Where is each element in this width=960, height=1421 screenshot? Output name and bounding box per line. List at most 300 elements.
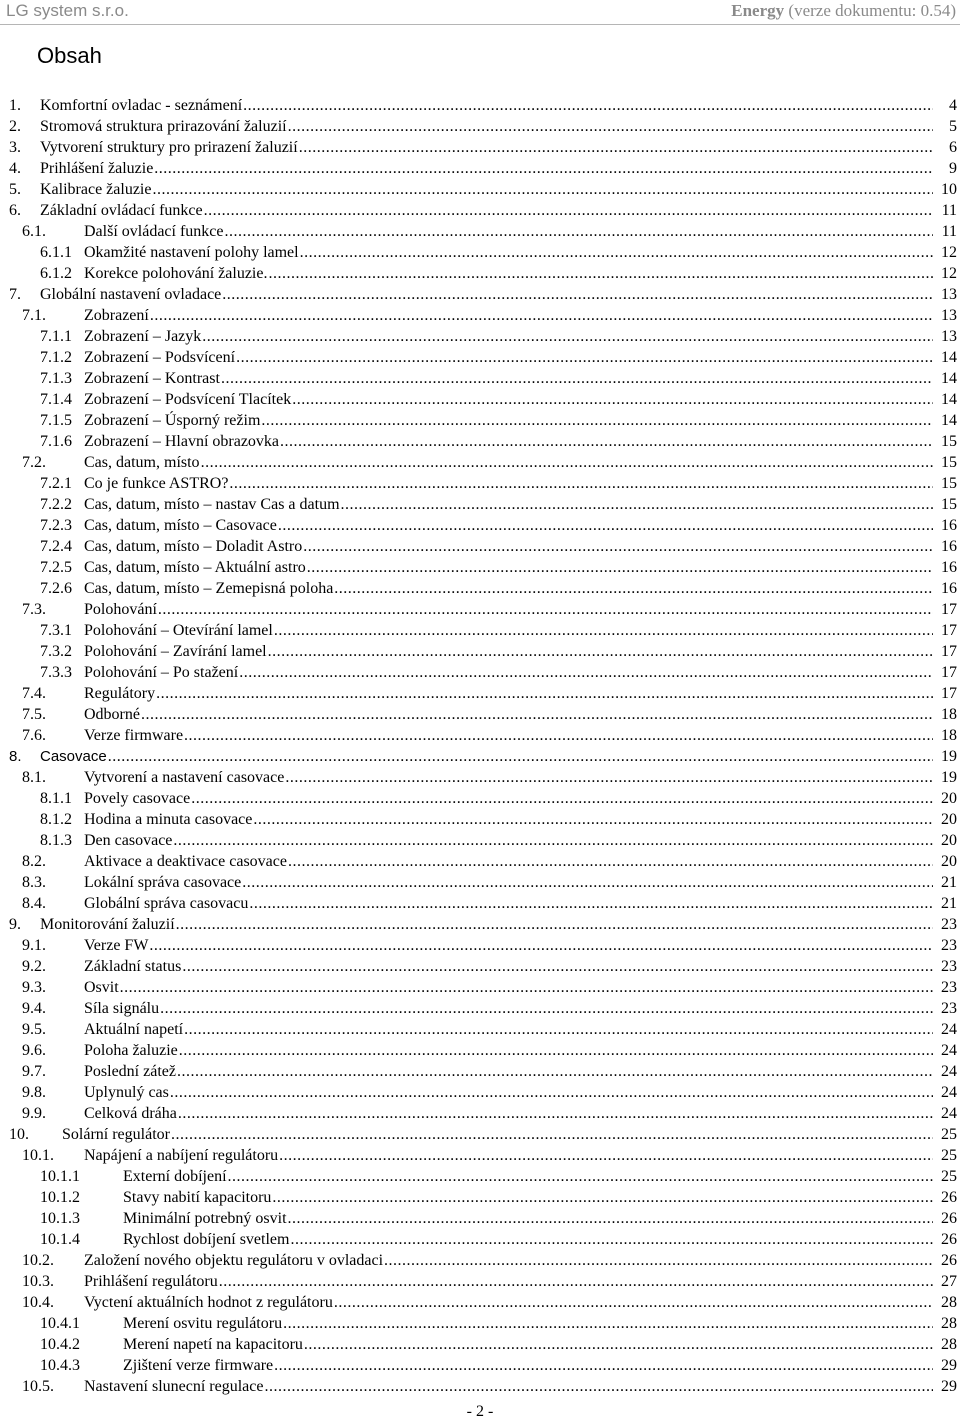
toc-entry-number: 10.4.3	[40, 1357, 80, 1374]
toc-entry-line	[123, 1166, 957, 1187]
toc-entry-title[interactable]: Aktuální napetí	[84, 1021, 184, 1038]
toc-entry-title[interactable]: Odborné	[84, 706, 140, 723]
toc-entry-line	[84, 494, 957, 515]
toc-entry-page: 23	[941, 937, 957, 954]
toc-entry-page: 5	[949, 118, 957, 135]
toc-leader-dots	[229, 473, 933, 494]
toc-entry[interactable]	[0, 1271, 960, 1292]
toc-entry[interactable]	[0, 851, 960, 872]
toc-entry-page: 15	[941, 475, 957, 492]
toc-entry-number: 7.	[9, 286, 21, 303]
toc-entry-page: 25	[941, 1126, 957, 1143]
toc-entry[interactable]	[0, 1229, 960, 1250]
toc-entry-number: 10.3.	[22, 1273, 54, 1290]
toc-entry-title[interactable]: Poslední zátež	[84, 1063, 176, 1080]
toc-entry-title[interactable]: Okamžité nastavení polohy lamel	[84, 244, 299, 261]
toc-entry[interactable]	[0, 914, 960, 935]
toc-leader-dots	[304, 1334, 933, 1355]
table-of-contents	[0, 95, 960, 1397]
toc-leader-dots	[242, 872, 933, 893]
toc-entry-page: 24	[941, 1042, 957, 1059]
toc-entry-number: 7.1.	[22, 307, 46, 324]
toc-entry-number: 7.3.1	[40, 622, 72, 639]
toc-entry-number: 7.5.	[22, 706, 46, 723]
toc-entry-line	[84, 389, 957, 410]
toc-entry-title[interactable]: Merení napetí na kapacitoru	[123, 1336, 303, 1353]
toc-leader-dots	[288, 116, 933, 137]
toc-leader-dots	[156, 683, 933, 704]
toc-entry-title[interactable]: Minimální potrebný osvit	[123, 1210, 287, 1227]
toc-entry[interactable]	[0, 893, 960, 914]
toc-entry-line	[84, 263, 957, 284]
toc-entry-number: 8.2.	[22, 853, 46, 870]
toc-entry-number: 7.2.6	[40, 580, 72, 597]
toc-entry-number: 9.5.	[22, 1021, 46, 1038]
toc-entry-page: 17	[941, 664, 957, 681]
toc-entry-number: 10.4.2	[40, 1336, 80, 1353]
toc-leader-dots	[176, 914, 933, 935]
toc-entry[interactable]	[0, 1334, 960, 1355]
toc-entry-number: 8.1.3	[40, 832, 72, 849]
toc-entry-title[interactable]: Polohování	[84, 601, 157, 618]
toc-entry-number: 10.4.1	[40, 1315, 80, 1332]
toc-entry-line	[84, 1250, 957, 1271]
toc-entry-page: 21	[941, 874, 957, 891]
toc-entry-page: 19	[941, 769, 957, 786]
toc-entry-line	[40, 137, 957, 158]
toc-entry-page: 26	[941, 1210, 957, 1227]
toc-entry-number: 3.	[9, 139, 21, 156]
toc-entry-number: 9.8.	[22, 1084, 46, 1101]
toc-entry-title[interactable]: Povely casovace	[84, 790, 191, 807]
toc-entry[interactable]	[0, 431, 960, 452]
toc-entry-number: 10.1.	[22, 1147, 54, 1164]
toc-leader-dots	[173, 830, 933, 851]
toc-leader-dots	[141, 704, 933, 725]
toc-entry-line	[84, 809, 957, 830]
toc-entry[interactable]	[0, 1187, 960, 1208]
toc-entry-number: 8.1.	[22, 769, 46, 786]
toc-entry-line	[84, 851, 957, 872]
toc-entry-title[interactable]: Zobrazení – Hlavní obrazovka	[84, 433, 280, 450]
toc-entry-page: 14	[941, 412, 957, 429]
toc-entry-page: 20	[941, 853, 957, 870]
toc-entry[interactable]	[0, 368, 960, 389]
toc-entry-line	[84, 935, 957, 956]
toc-entry-page: 26	[941, 1252, 957, 1269]
toc-entry-number: 6.1.2	[40, 265, 72, 282]
toc-leader-dots	[272, 1187, 933, 1208]
toc-leader-dots	[300, 242, 933, 263]
toc-entry[interactable]	[0, 599, 960, 620]
toc-entry-title[interactable]: Polohování – Otevírání lamel	[84, 622, 273, 639]
toc-entry-page: 23	[941, 958, 957, 975]
toc-entry-title[interactable]: Zobrazení – Úsporný režim	[84, 412, 261, 429]
toc-leader-dots	[158, 599, 933, 620]
toc-entry-line	[84, 242, 957, 263]
toc-entry-title[interactable]: Zobrazení – Kontrast	[84, 370, 220, 387]
toc-entry-title[interactable]: Vyctení aktuálních hodnot z regulátoru	[84, 1294, 333, 1311]
toc-entry-line	[84, 1103, 957, 1124]
toc-entry-number: 8.	[9, 748, 22, 765]
toc-leader-dots	[149, 935, 933, 956]
toc-entry-number: 7.1.4	[40, 391, 72, 408]
toc-entry-title[interactable]: Verze firmware	[84, 727, 184, 744]
toc-leader-dots	[204, 200, 933, 221]
toc-leader-dots	[170, 1082, 933, 1103]
toc-leader-dots	[253, 809, 933, 830]
toc-entry-number: 7.2.1	[40, 475, 72, 492]
toc-entry-title[interactable]: Lokální správa casovace	[84, 874, 242, 891]
toc-entry-line	[40, 746, 957, 767]
toc-entry[interactable]	[0, 284, 960, 305]
toc-entry[interactable]	[0, 116, 960, 137]
toc-entry-title[interactable]: Zobrazení – Podsvícení	[84, 349, 236, 366]
toc-entry[interactable]	[0, 326, 960, 347]
toc-entry[interactable]	[0, 725, 960, 746]
toc-entry-page: 20	[941, 790, 957, 807]
toc-entry-line	[84, 1271, 957, 1292]
toc-entry-number: 6.1.	[22, 223, 46, 240]
toc-entry-title[interactable]: Cas, datum, místo – nastav Cas a datum	[84, 496, 340, 513]
toc-entry-title[interactable]: Síla signálu	[84, 1000, 160, 1017]
toc-entry-title[interactable]: Globální nastavení ovladace	[40, 286, 222, 303]
toc-entry-number: 7.2.	[22, 454, 46, 471]
toc-entry-page: 24	[941, 1084, 957, 1101]
toc-entry-line	[84, 683, 957, 704]
toc-entry-line	[40, 116, 957, 137]
toc-entry-number: 7.1.1	[40, 328, 72, 345]
toc-entry-title[interactable]: Polohování – Zavírání lamel	[84, 643, 267, 660]
toc-entry-number: 5.	[9, 181, 21, 198]
toc-entry-line	[40, 284, 957, 305]
toc-entry-title[interactable]: Cas, datum, místo – Aktuální astro	[84, 559, 306, 576]
toc-entry-line	[123, 1208, 957, 1229]
toc-entry-line	[84, 599, 957, 620]
toc-entry-title[interactable]: Komfortní ovladac - seznámení	[40, 97, 243, 114]
toc-entry[interactable]	[0, 578, 960, 599]
toc-entry-page: 17	[941, 643, 957, 660]
toc-entry-title[interactable]: Základní ovládací funkce	[40, 202, 203, 219]
toc-entry-number: 7.2.4	[40, 538, 72, 555]
toc-leader-dots	[290, 1229, 933, 1250]
toc-entry[interactable]	[0, 1145, 960, 1166]
toc-entry[interactable]	[0, 977, 960, 998]
toc-entry-title[interactable]: Napájení a nabíjení regulátoru	[84, 1147, 279, 1164]
toc-entry-page: 9	[949, 160, 957, 177]
toc-entry-line	[84, 956, 957, 977]
toc-entry-title[interactable]: Cas, datum, místo	[84, 454, 200, 471]
toc-entry-number: 10.1.2	[40, 1189, 80, 1206]
toc-entry-number: 2.	[9, 118, 21, 135]
toc-entry-number: 9.6.	[22, 1042, 46, 1059]
toc-entry-title[interactable]: Hodina a minuta casovace	[84, 811, 253, 828]
toc-entry-title[interactable]: Den casovace	[84, 832, 173, 849]
toc-leader-dots	[292, 389, 933, 410]
toc-entry-title[interactable]: Vytvorení struktury pro prirazení žaluzií	[40, 139, 298, 156]
toc-leader-dots	[243, 95, 933, 116]
toc-entry-number: 6.1.1	[40, 244, 72, 261]
toc-leader-dots	[334, 1292, 933, 1313]
toc-leader-dots	[278, 515, 933, 536]
toc-entry-title[interactable]: Solární regulátor	[62, 1126, 170, 1143]
toc-entry[interactable]	[0, 221, 960, 242]
toc-entry[interactable]	[0, 662, 960, 683]
toc-entry-title[interactable]: Nastavení slunecní regulace	[84, 1378, 264, 1395]
toc-entry-page: 13	[941, 328, 957, 345]
toc-entry-title[interactable]: Cas, datum, místo – Doladit Astro	[84, 538, 303, 555]
toc-entry-page: 18	[941, 727, 957, 744]
toc-entry-line	[84, 1040, 957, 1061]
toc-entry-line	[84, 1082, 957, 1103]
toc-entry-page: 15	[941, 433, 957, 450]
toc-entry[interactable]	[0, 1250, 960, 1271]
toc-entry-page: 23	[941, 916, 957, 933]
toc-entry-line	[84, 704, 957, 725]
toc-entry[interactable]	[0, 767, 960, 788]
toc-entry-line	[84, 326, 957, 347]
toc-entry-number: 9.3.	[22, 979, 46, 996]
toc-entry-page: 24	[941, 1105, 957, 1122]
toc-entry-line	[123, 1334, 957, 1355]
toc-entry-title[interactable]: Zjištení verze firmware	[123, 1357, 274, 1374]
toc-entry-line	[123, 1313, 957, 1334]
toc-entry-title[interactable]: Globální správa casovacu	[84, 895, 249, 912]
toc-entry-title[interactable]: Osvit	[84, 979, 119, 996]
toc-entry-page: 29	[941, 1357, 957, 1374]
toc-leader-dots	[202, 326, 933, 347]
toc-entry-page: 14	[941, 349, 957, 366]
toc-entry-line	[84, 725, 957, 746]
toc-entry[interactable]	[0, 347, 960, 368]
toc-entry[interactable]	[0, 956, 960, 977]
toc-entry-number: 9.	[9, 916, 21, 933]
toc-entry-page: 12	[941, 265, 957, 282]
toc-entry-line	[40, 200, 957, 221]
toc-entry-page: 11	[941, 202, 957, 219]
toc-entry-number: 10.1.1	[40, 1168, 80, 1185]
toc-entry[interactable]	[0, 137, 960, 158]
toc-entry[interactable]	[0, 1292, 960, 1313]
toc-leader-dots	[221, 368, 933, 389]
toc-entry-page: 16	[941, 559, 957, 576]
toc-entry-title[interactable]: Externí dobíjení	[123, 1168, 227, 1185]
toc-entry-line	[84, 1145, 957, 1166]
toc-entry[interactable]	[0, 998, 960, 1019]
toc-leader-dots	[384, 1250, 933, 1271]
toc-leader-dots	[264, 1376, 933, 1397]
toc-entry-page: 21	[941, 895, 957, 912]
toc-leader-dots	[283, 1313, 933, 1334]
toc-leader-dots	[160, 998, 933, 1019]
toc-entry-title[interactable]: Cas, datum, místo – Zemepisná poloha	[84, 580, 334, 597]
toc-entry-title[interactable]: Základní status	[84, 958, 182, 975]
toc-entry-title[interactable]: Prihlášení žaluzie	[40, 160, 154, 177]
toc-entry-number: 9.2.	[22, 958, 46, 975]
toc-entry-line	[40, 158, 957, 179]
toc-entry[interactable]	[0, 305, 960, 326]
toc-entry-title[interactable]: Polohování – Po stažení	[84, 664, 239, 681]
toc-entry[interactable]	[0, 158, 960, 179]
toc-entry-line	[84, 347, 957, 368]
toc-entry-page: 28	[941, 1315, 957, 1332]
toc-entry[interactable]	[0, 410, 960, 431]
toc-entry-title[interactable]: Verze FW	[84, 937, 149, 954]
toc-leader-dots	[108, 746, 933, 767]
toc-entry-number: 8.3.	[22, 874, 46, 891]
toc-entry[interactable]	[0, 1061, 960, 1082]
toc-entry-page: 24	[941, 1021, 957, 1038]
toc-entry-title[interactable]: Rychlost dobíjení svetlem	[123, 1231, 290, 1248]
toc-entry[interactable]	[0, 263, 960, 284]
toc-entry-title[interactable]: Korekce polohování žaluzie.	[84, 265, 268, 282]
toc-entry[interactable]	[0, 95, 960, 116]
toc-entry-title[interactable]: Monitorování žaluzií	[40, 916, 175, 933]
toc-entry-number: 7.1.6	[40, 433, 72, 450]
toc-leader-dots	[219, 1271, 933, 1292]
toc-entry-page: 14	[941, 391, 957, 408]
toc-entry-title[interactable]: Aktivace a deaktivace casovace	[84, 853, 287, 870]
toc-entry[interactable]	[0, 473, 960, 494]
toc-entry-number: 10.1.3	[40, 1210, 80, 1227]
toc-entry-line	[84, 305, 957, 326]
page-number: - 2 -	[466, 1403, 494, 1420]
toc-entry[interactable]	[0, 536, 960, 557]
toc-entry-page: 10	[941, 181, 957, 198]
toc-entry[interactable]	[0, 242, 960, 263]
toc-entry[interactable]	[0, 704, 960, 725]
toc-entry[interactable]	[0, 641, 960, 662]
toc-entry[interactable]	[0, 830, 960, 851]
toc-entry-page: 17	[941, 601, 957, 618]
toc-entry-title[interactable]: Stavy nabití kapacitoru	[123, 1189, 272, 1206]
toc-entry-page: 25	[941, 1168, 957, 1185]
toc-entry-page: 28	[941, 1294, 957, 1311]
toc-entry[interactable]	[0, 494, 960, 515]
toc-leader-dots	[236, 347, 933, 368]
toc-entry-line	[84, 662, 957, 683]
toc-entry[interactable]	[0, 1040, 960, 1061]
toc-entry-title[interactable]: Celková dráha	[84, 1105, 177, 1122]
toc-entry-line	[84, 1376, 957, 1397]
toc-entry-number: 7.2.5	[40, 559, 72, 576]
toc-entry[interactable]	[0, 1355, 960, 1376]
toc-entry[interactable]	[0, 809, 960, 830]
toc-entry-line	[84, 1061, 957, 1082]
toc-entry-line	[84, 893, 957, 914]
toc-entry-title[interactable]: Casovace	[40, 748, 107, 765]
toc-entry-line	[40, 95, 957, 116]
toc-leader-dots	[274, 1355, 933, 1376]
toc-entry-title[interactable]: Zobrazení – Jazyk	[84, 328, 202, 345]
toc-entry-title[interactable]: Poloha žaluzie	[84, 1042, 178, 1059]
toc-entry-line	[84, 767, 957, 788]
toc-entry-title[interactable]: Zobrazení	[84, 307, 149, 324]
toc-entry-number: 7.1.5	[40, 412, 72, 429]
toc-entry-title[interactable]: Cas, datum, místo – Casovace	[84, 517, 277, 534]
toc-entry[interactable]	[0, 515, 960, 536]
toc-entry-title[interactable]: Kalibrace žaluzie	[40, 181, 152, 198]
toc-entry[interactable]	[0, 872, 960, 893]
toc-entry-number: 10.4.	[22, 1294, 54, 1311]
toc-entry-line	[84, 515, 957, 536]
toc-entry[interactable]	[0, 746, 960, 767]
toc-entry[interactable]	[0, 1313, 960, 1334]
toc-entry-title[interactable]: Regulátory	[84, 685, 156, 702]
toc-entry-line	[62, 1124, 957, 1145]
toc-leader-dots	[279, 1145, 933, 1166]
toc-entry[interactable]	[0, 452, 960, 473]
toc-entry-line	[123, 1355, 957, 1376]
toc-entry-page: 23	[941, 1000, 957, 1017]
toc-entry-number: 8.1.2	[40, 811, 72, 828]
toc-entry[interactable]	[0, 200, 960, 221]
toc-entry[interactable]	[0, 179, 960, 200]
toc-entry-page: 13	[941, 286, 957, 303]
toc-entry-page: 28	[941, 1336, 957, 1353]
toc-entry-number: 10.5.	[22, 1378, 54, 1395]
toc-entry-title[interactable]: Merení osvitu regulátoru	[123, 1315, 283, 1332]
toc-entry-number: 7.6.	[22, 727, 46, 744]
toc-entry-title[interactable]: Zobrazení – Podsvícení Tlacítek	[84, 391, 292, 408]
toc-entry-title[interactable]: Další ovládací funkce	[84, 223, 224, 240]
toc-entry[interactable]	[0, 557, 960, 578]
toc-leader-dots	[222, 284, 933, 305]
toc-leader-dots	[120, 977, 933, 998]
toc-entry[interactable]	[0, 935, 960, 956]
page-title: Obsah	[37, 43, 102, 68]
toc-leader-dots	[274, 620, 933, 641]
toc-entry-title[interactable]: Vytvorení a nastavení casovace	[84, 769, 285, 786]
toc-entry-line	[84, 1292, 957, 1313]
toc-entry-line	[84, 410, 957, 431]
toc-entry-title[interactable]: Prihlášení regulátoru	[84, 1273, 218, 1290]
toc-entry[interactable]	[0, 1103, 960, 1124]
toc-entry-title[interactable]: Založení nového objektu regulátoru v ovladaci	[84, 1252, 384, 1269]
toc-entry-page: 20	[941, 811, 957, 828]
toc-entry-number: 8.4.	[22, 895, 46, 912]
toc-leader-dots	[268, 641, 933, 662]
toc-entry[interactable]	[0, 683, 960, 704]
toc-entry-page: 26	[941, 1231, 957, 1248]
toc-entry-title[interactable]: Stromová struktura prirazování žaluzií	[40, 118, 287, 135]
toc-leader-dots	[334, 578, 933, 599]
toc-entry-number: 10.1.4	[40, 1231, 80, 1248]
toc-entry[interactable]	[0, 1166, 960, 1187]
toc-entry-line	[84, 557, 957, 578]
toc-leader-dots	[191, 788, 933, 809]
toc-leader-dots	[178, 1103, 933, 1124]
toc-entry[interactable]	[0, 1082, 960, 1103]
toc-leader-dots	[177, 1061, 933, 1082]
toc-entry[interactable]	[0, 1019, 960, 1040]
toc-entry-line	[84, 788, 957, 809]
toc-entry[interactable]	[0, 1124, 960, 1145]
toc-entry[interactable]	[0, 389, 960, 410]
header-product: Energy	[731, 1, 785, 20]
toc-entry-title[interactable]: Co je funkce ASTRO?	[84, 475, 229, 492]
toc-entry[interactable]	[0, 620, 960, 641]
page-header	[0, 0, 960, 26]
toc-entry-page: 13	[941, 307, 957, 324]
toc-leader-dots	[152, 179, 933, 200]
toc-entry[interactable]	[0, 1376, 960, 1397]
toc-entry[interactable]	[0, 1208, 960, 1229]
toc-entry[interactable]	[0, 788, 960, 809]
toc-entry-title[interactable]: Uplynulý cas	[84, 1084, 169, 1101]
header-company: LG system s.r.o.	[6, 1, 129, 20]
toc-leader-dots	[182, 956, 933, 977]
